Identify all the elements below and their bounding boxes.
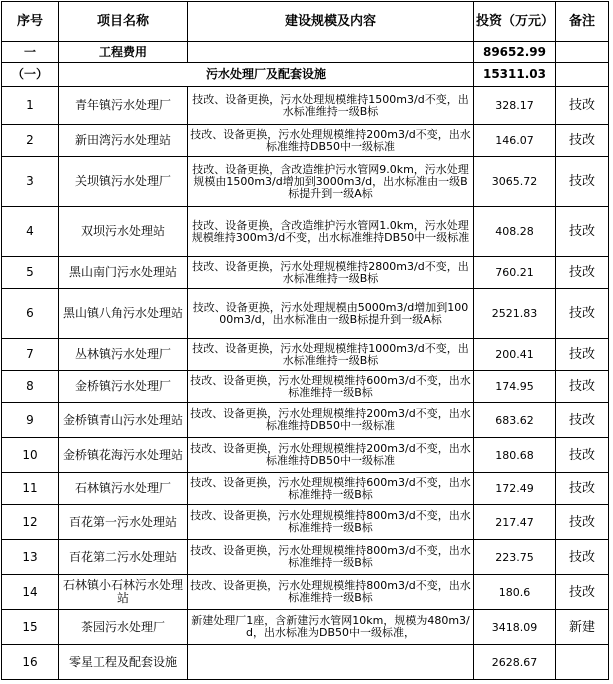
row-investment: 3065.72 xyxy=(474,157,556,207)
row-index: 14 xyxy=(2,575,59,610)
row-remark: 技改 xyxy=(556,157,609,207)
table-row xyxy=(2,125,609,157)
row-remark: 技改 xyxy=(556,473,609,505)
header-index: 序号 xyxy=(2,2,59,42)
row-remark: 技改 xyxy=(556,505,609,540)
row-remark: 技改 xyxy=(556,339,609,371)
row-investment: 223.75 xyxy=(474,540,556,575)
row-investment: 408.28 xyxy=(474,207,556,257)
section-remark xyxy=(556,63,609,87)
table-row xyxy=(2,403,609,438)
row-remark: 技改 xyxy=(556,438,609,473)
table-row xyxy=(2,575,609,610)
row-remark: 技改 xyxy=(556,289,609,339)
row-index: 6 xyxy=(2,289,59,339)
row-content: 技改、设备更换，污水处理规模维持600m3/d不变，出水标准维持一级B标 xyxy=(188,371,474,403)
row-project-name: 百花第一污水处理站 xyxy=(59,505,188,540)
row-remark: 技改 xyxy=(556,575,609,610)
row-index: 11 xyxy=(2,473,59,505)
row-project-name: 丛林镇污水处理厂 xyxy=(59,339,188,371)
total-remark xyxy=(556,42,609,63)
row-investment: 683.62 xyxy=(474,403,556,438)
row-content: 技改、设备更换，污水处理规模维持800m3/d不变，出水标准维持一级B标 xyxy=(188,540,474,575)
row-investment: 2628.67 xyxy=(474,645,556,680)
row-index: 15 xyxy=(2,610,59,645)
row-content: 技改、设备更换，污水处理规模维持2800m3/d不变，出水标准维持一级B标 xyxy=(188,257,474,289)
total-content xyxy=(188,42,474,63)
row-remark: 技改 xyxy=(556,403,609,438)
row-project-name: 零星工程及配套设施 xyxy=(59,645,188,680)
row-index: 5 xyxy=(2,257,59,289)
section-investment: 15311.03 xyxy=(474,63,556,87)
row-content: 技改、设备更换，污水处理规模由5000m3/d增加到10000m3/d，出水标准由一级B标提升到一级A标 xyxy=(188,289,474,339)
total-name: 工程费用 xyxy=(59,42,188,63)
row-index: 2 xyxy=(2,125,59,157)
section-title: 污水处理厂及配套设施 xyxy=(59,63,474,87)
section-index: （一） xyxy=(2,63,59,87)
row-content: 技改、设备更换，污水处理规模维持1500m3/d不变，出水标准维持一级B标 xyxy=(188,87,474,125)
row-project-name: 金桥镇青山污水处理站 xyxy=(59,403,188,438)
row-investment: 2521.83 xyxy=(474,289,556,339)
header-row xyxy=(2,2,609,42)
row-investment: 760.21 xyxy=(474,257,556,289)
table-row xyxy=(2,207,609,257)
row-index: 8 xyxy=(2,371,59,403)
row-project-name: 双坝污水处理站 xyxy=(59,207,188,257)
row-index: 9 xyxy=(2,403,59,438)
row-remark: 技改 xyxy=(556,257,609,289)
row-project-name: 新田湾污水处理站 xyxy=(59,125,188,157)
header-name: 项目名称 xyxy=(59,2,188,42)
row-investment: 200.41 xyxy=(474,339,556,371)
table-row xyxy=(2,473,609,505)
row-investment: 328.17 xyxy=(474,87,556,125)
row-remark: 新建 xyxy=(556,610,609,645)
row-project-name: 黑山南门污水处理站 xyxy=(59,257,188,289)
table-row xyxy=(2,257,609,289)
row-content: 技改、设备更换，污水处理规模维持200m3/d不变，出水标准维持DB50中一级标准 xyxy=(188,438,474,473)
row-index: 13 xyxy=(2,540,59,575)
row-project-name: 石林镇小石林污水处理站 xyxy=(59,575,188,610)
table-row xyxy=(2,87,609,125)
section-row xyxy=(2,63,609,87)
row-content: 新建处理厂1座，含新建污水管网10km，规模为480m3/d，出水标准为DB50中一级标准， xyxy=(188,610,474,645)
row-index: 12 xyxy=(2,505,59,540)
investment-table xyxy=(1,1,609,680)
table-row xyxy=(2,371,609,403)
row-remark: 技改 xyxy=(556,371,609,403)
table-row xyxy=(2,157,609,207)
row-remark xyxy=(556,645,609,680)
row-investment: 217.47 xyxy=(474,505,556,540)
row-index: 10 xyxy=(2,438,59,473)
header-content: 建设规模及内容 xyxy=(188,2,474,42)
row-content xyxy=(188,645,474,680)
row-project-name: 百花第二污水处理站 xyxy=(59,540,188,575)
row-investment: 172.49 xyxy=(474,473,556,505)
header-remark: 备注 xyxy=(556,2,609,42)
table-row xyxy=(2,289,609,339)
row-content: 技改、设备更换，含改造维护污水管网1.0km，污水处理规模维持300m3/d不变，出水标准维持DB50中一级标准 xyxy=(188,207,474,257)
header-investment: 投资（万元） xyxy=(474,2,556,42)
row-remark: 技改 xyxy=(556,125,609,157)
row-investment: 146.07 xyxy=(474,125,556,157)
table-row xyxy=(2,610,609,645)
row-index: 4 xyxy=(2,207,59,257)
table-row xyxy=(2,339,609,371)
total-row xyxy=(2,42,609,63)
table-row xyxy=(2,540,609,575)
row-project-name: 石林镇污水处理厂 xyxy=(59,473,188,505)
row-project-name: 茶园污水处理厂 xyxy=(59,610,188,645)
row-content: 技改、设备更换，污水处理规模维持1000m3/d不变，出水标准维持一级B标 xyxy=(188,339,474,371)
row-remark: 技改 xyxy=(556,87,609,125)
row-index: 16 xyxy=(2,645,59,680)
row-content: 技改、设备更换，污水处理规模维持800m3/d不变，出水标准维持一级B标 xyxy=(188,575,474,610)
row-project-name: 金桥镇污水处理厂 xyxy=(59,371,188,403)
row-project-name: 金桥镇花海污水处理站 xyxy=(59,438,188,473)
row-investment: 180.6 xyxy=(474,575,556,610)
row-content: 技改、设备更换，污水处理规模维持800m3/d不变，出水标准维持一级B标 xyxy=(188,505,474,540)
row-content: 技改、设备更换，含改造维护污水管网9.0km，污水处理规模由1500m3/d增加到3000m3/d，出水标准由一级B标提升到一级A标 xyxy=(188,157,474,207)
row-project-name: 黑山镇八角污水处理站 xyxy=(59,289,188,339)
table-row xyxy=(2,438,609,473)
row-investment: 3418.09 xyxy=(474,610,556,645)
row-project-name: 关坝镇污水处理厂 xyxy=(59,157,188,207)
row-content: 技改、设备更换，污水处理规模维持600m3/d不变，出水标准维持一级B标 xyxy=(188,473,474,505)
row-index: 1 xyxy=(2,87,59,125)
row-project-name: 青年镇污水处理厂 xyxy=(59,87,188,125)
total-index: 一 xyxy=(2,42,59,63)
table-row xyxy=(2,645,609,680)
row-investment: 174.95 xyxy=(474,371,556,403)
row-content: 技改、设备更换，污水处理规模维持200m3/d不变，出水标准维持DB50中一级标准 xyxy=(188,125,474,157)
row-investment: 180.68 xyxy=(474,438,556,473)
total-investment: 89652.99 xyxy=(474,42,556,63)
row-index: 7 xyxy=(2,339,59,371)
row-remark: 技改 xyxy=(556,207,609,257)
row-content: 技改、设备更换，污水处理规模维持200m3/d不变，出水标准维持DB50中一级标准 xyxy=(188,403,474,438)
row-remark: 技改 xyxy=(556,540,609,575)
table-row xyxy=(2,505,609,540)
row-index: 3 xyxy=(2,157,59,207)
